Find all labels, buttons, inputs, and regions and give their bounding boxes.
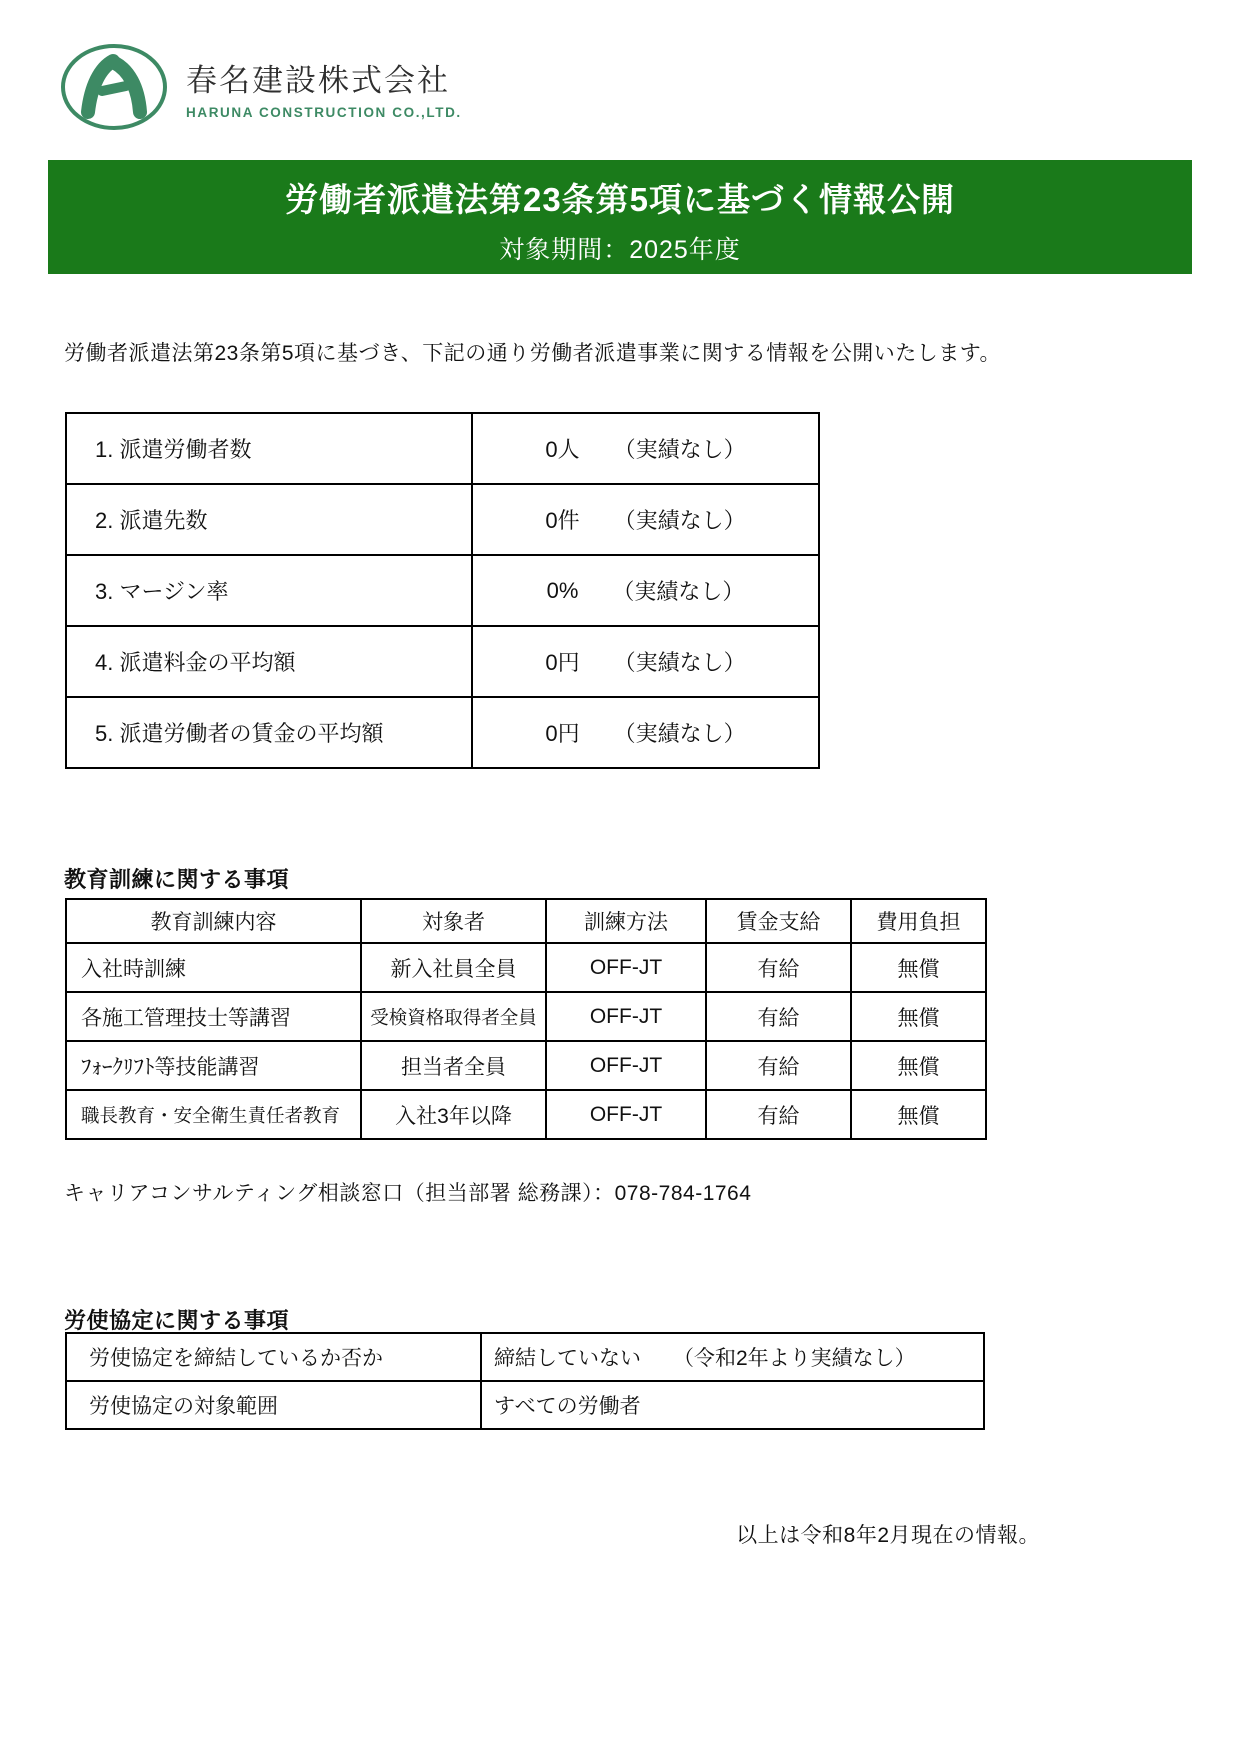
training-method: OFF-JT: [546, 992, 706, 1041]
row-value: 締結していない: [494, 1347, 641, 1370]
as-of-date-note: 以上は令和8年2月現在の情報。: [736, 1524, 1040, 1547]
training-name: 各施工管理技士等講習: [66, 992, 361, 1041]
dispatch-summary-table: [65, 412, 820, 769]
training-cost: 無償: [851, 992, 986, 1041]
training-method: OFF-JT: [546, 1090, 706, 1139]
row-label: 1. 派遣労働者数: [66, 413, 472, 484]
row-note: （実績なし）: [613, 508, 746, 533]
training-target: 入社3年以降: [361, 1090, 546, 1139]
training-pay: 有給: [706, 943, 851, 992]
table-row: [66, 1090, 986, 1139]
row-value-cell: [481, 1333, 984, 1381]
table-row: [66, 1381, 984, 1429]
training-table: [65, 898, 987, 1140]
company-logo-icon: [58, 40, 170, 134]
agreement-section-heading: 労使協定に関する事項: [64, 1308, 290, 1334]
training-section-heading: 教育訓練に関する事項: [64, 867, 290, 893]
table-row: [66, 555, 819, 626]
column-header: 費用負担: [851, 899, 986, 943]
table-row: [66, 992, 986, 1041]
company-name-block: [186, 55, 462, 120]
row-note: （令和2年より実績なし）: [673, 1347, 916, 1370]
training-method: OFF-JT: [546, 943, 706, 992]
row-note: （実績なし）: [613, 437, 746, 462]
row-value-cell: [472, 697, 819, 768]
table-row: [66, 626, 819, 697]
row-value: 0人: [545, 437, 580, 462]
row-value-cell: [472, 413, 819, 484]
training-cost: 無償: [851, 943, 986, 992]
title-banner: [48, 160, 1192, 274]
row-note: （実績なし）: [612, 579, 745, 604]
company-name: 春名建設株式会社: [186, 62, 450, 98]
training-cost: 無償: [851, 1090, 986, 1139]
table-row: [66, 484, 819, 555]
table-row: [66, 1333, 984, 1381]
table-row: [66, 697, 819, 768]
row-label: 3. マージン率: [66, 555, 472, 626]
company-name-english: HARUNA CONSTRUCTION CO.,LTD.: [186, 104, 462, 120]
column-header: 教育訓練内容: [66, 899, 361, 943]
row-note: （実績なし）: [613, 721, 746, 746]
training-name: 職長教育・安全衛生責任者教育: [66, 1090, 361, 1139]
training-method: OFF-JT: [546, 1041, 706, 1090]
intro-paragraph: 労働者派遣法第23条第5項に基づき、下記の通り労働者派遣事業に関する情報を公開いたします。: [64, 342, 1002, 365]
training-pay: 有給: [706, 1090, 851, 1139]
training-name: 入社時訓練: [66, 943, 361, 992]
training-target: 新入社員全員: [361, 943, 546, 992]
training-target: 担当者全員: [361, 1041, 546, 1090]
row-value-cell: [481, 1381, 984, 1429]
table-header-row: [66, 899, 986, 943]
table-row: [66, 1041, 986, 1090]
training-cost: 無償: [851, 1041, 986, 1090]
row-note: （実績なし）: [613, 650, 746, 675]
row-value: 0円: [545, 721, 580, 746]
table-row: [66, 943, 986, 992]
row-label: 労使協定の対象範囲: [66, 1381, 481, 1429]
column-header: 対象者: [361, 899, 546, 943]
document-subtitle: 対象期間：2025年度: [499, 236, 741, 264]
training-target: 受検資格取得者全員: [361, 992, 546, 1041]
training-pay: 有給: [706, 992, 851, 1041]
company-logo-block: [58, 40, 462, 134]
row-value-cell: [472, 626, 819, 697]
row-value-cell: [472, 555, 819, 626]
row-value: 0%: [546, 577, 579, 603]
training-name: ﾌｫｰｸﾘﾌﾄ等技能講習: [66, 1041, 361, 1090]
row-label: 2. 派遣先数: [66, 484, 472, 555]
training-pay: 有給: [706, 1041, 851, 1090]
row-value: すべての労働者: [494, 1395, 641, 1418]
labor-agreement-table: [65, 1332, 985, 1430]
document-title: 労働者派遣法第23条第5項に基づく情報公開: [284, 181, 956, 218]
table-row: [66, 413, 819, 484]
career-consulting-contact: キャリアコンサルティング相談窓口（担当部署 総務課）：078-784-1764: [64, 1182, 752, 1205]
column-header: 訓練方法: [546, 899, 706, 943]
row-value-cell: [472, 484, 819, 555]
column-header: 賃金支給: [706, 899, 851, 943]
row-value: 0円: [545, 650, 580, 675]
row-value: 0件: [545, 508, 580, 533]
row-label: 労使協定を締結しているか否か: [66, 1333, 481, 1381]
row-label: 5. 派遣労働者の賃金の平均額: [66, 697, 472, 768]
row-label: 4. 派遣料金の平均額: [66, 626, 472, 697]
